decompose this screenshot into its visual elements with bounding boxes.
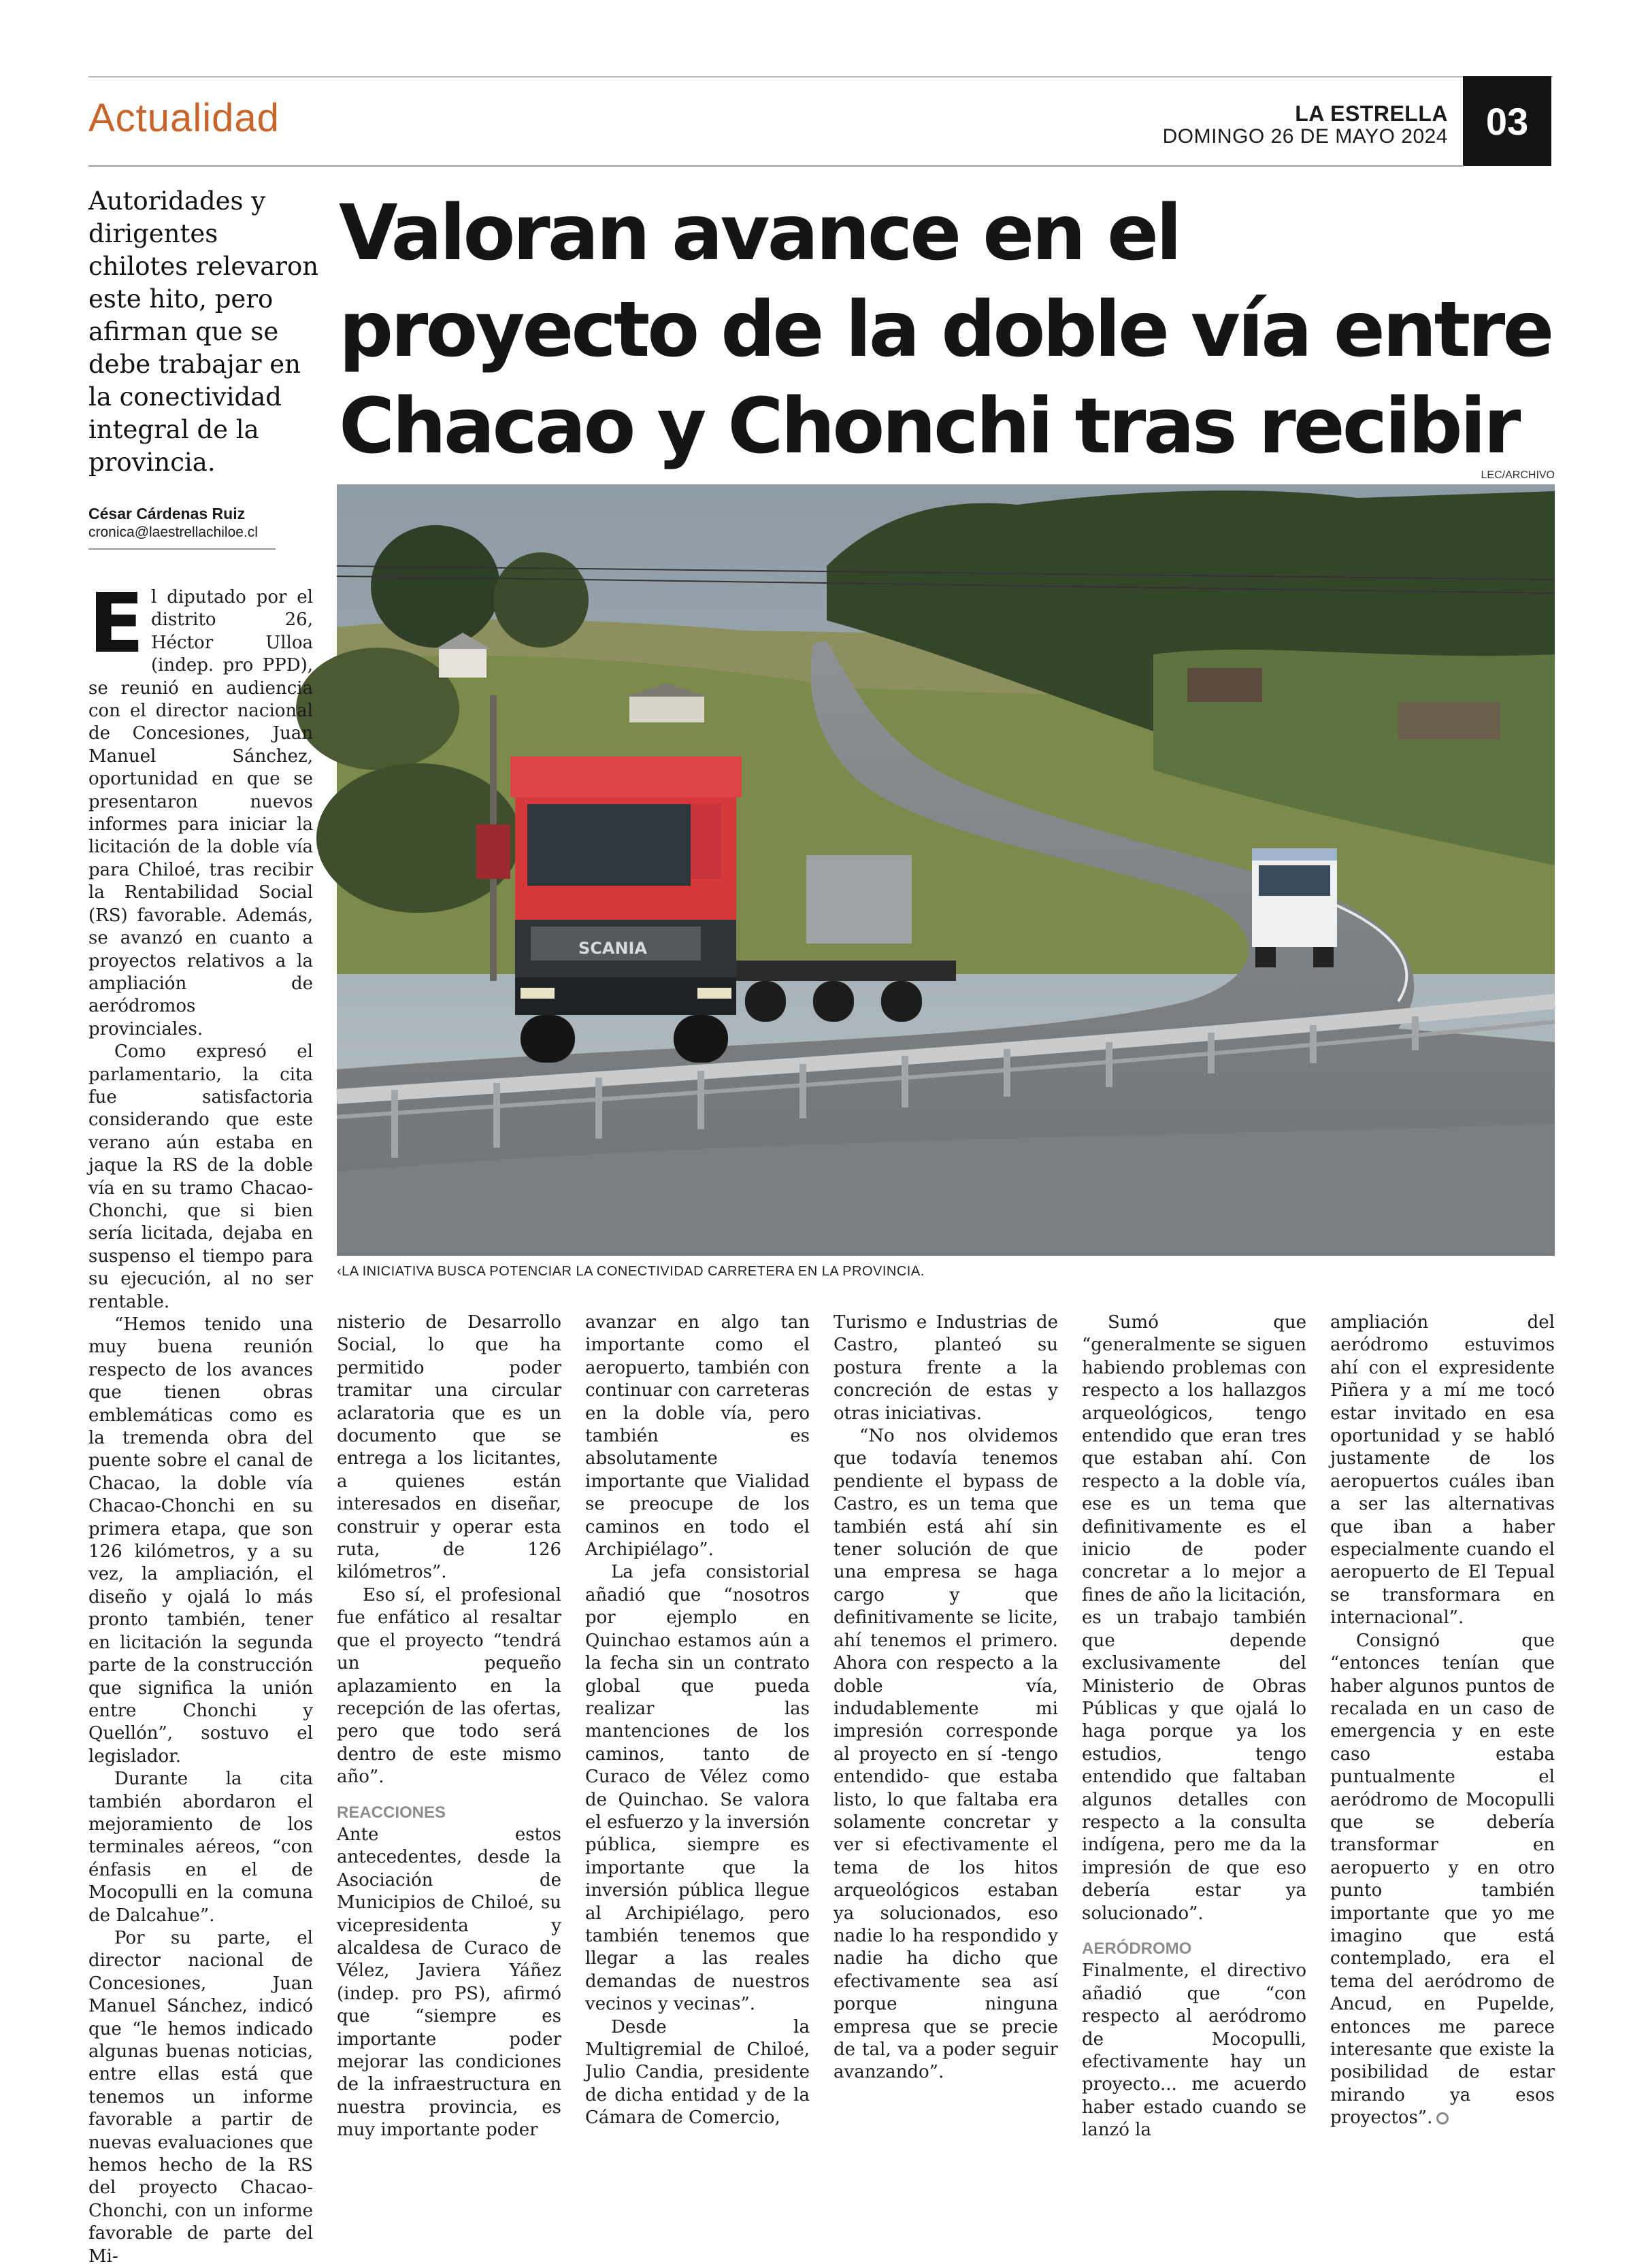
paragraph: Turismo e Industrias de Castro, planteó su postura frente a la concreción de estas y otras iniciativas. bbox=[834, 1312, 1058, 1424]
truck-brand: SCANIA bbox=[578, 939, 648, 958]
article-column-2 bbox=[337, 1312, 561, 2142]
paper-name: LA ESTRELLA bbox=[1295, 101, 1448, 126]
article-column-4 bbox=[834, 1312, 1058, 2084]
issue-date: DOMINGO 26 DE MAYO 2024 bbox=[1162, 125, 1448, 148]
top-rule bbox=[88, 76, 1553, 78]
paragraph: “Hemos tenido una muy buena reunión respecto de los avances que tienen obras emblemáticas como es la tremenda obra del puente sobre el canal de Chacao, la doble vía Chacao-Chonchi en su primera etapa, que son 126 kilómetros, y a su vez, la ampliación, el diseño y ojalá lo más pronto también, tener en licitación la segunda parte de la construcción que significa la unión entre Chonchi y Quellón”, sostuvo el legislador. bbox=[88, 1314, 313, 1767]
paragraph: Finalmente, el directivo añadió que “con respecto al aeródromo de Mocopulli, efectivamente hay un proyecto... me acuerdo haber estado cuando se lanzó la bbox=[1082, 1961, 1306, 2141]
caption-arrow-icon: ‹ bbox=[337, 1264, 342, 1279]
paragraph: Durante la cita también abordaron el mejoramiento de los terminales aéreos, “con énfasis en el de Mocopulli en la comuna de Dalcahue”. bbox=[88, 1769, 313, 1926]
paragraph: Por su parte, el director nacional de Concesiones, Juan Manuel Sánchez, indicó que “le hemos indicado algunas buenas noticias, entre ellas está que tenemos un informe favorable a partir de nuevas evaluaciones que hemos hecho de la RS del proyecto Chacao-Chonchi, con un informe favorable de parte del Mi- bbox=[88, 1927, 313, 2267]
photo-credit: LEC/ARCHIVO bbox=[1481, 469, 1555, 481]
byline bbox=[88, 503, 276, 550]
paragraph: Sumó que “generalmente se siguen habiendo problemas con respecto a los hallazgos arqueológicos, tengo entendido que eran tres que estaban ahí. Con respecto a la doble vía, ese es un tema que definitivamente es el inicio de poder concretar a lo mejor a fines de año la licitación, es un trabajo también que depende exclusivamente del Ministerio de Obras Públicas y que ojalá lo haga porque ya los estudios, tengo entendido que faltaban algunos detalles con respecto a la consulta indígena, pero me da la impresión de que eso debería estar ya solucionado”. bbox=[1082, 1312, 1306, 1924]
author-name: César Cárdenas Ruiz bbox=[88, 505, 246, 522]
photo-caption bbox=[337, 1264, 1555, 1280]
section-label: Actualidad bbox=[88, 96, 280, 140]
paragraph: “No nos olvidemos que todavía tenemos pendiente el bypass de Castro, es un tema que también está ahí sin tener solución de que una empresa se haga cargo y que definitivamente se licite, ahí tenemos el primero. Ahora con respecto a la doble vía, indudablemente mi impresión corresponde al proyecto en sí -tengo entendido- que estaba listo, lo que faltaba era solamente concretar y ver si efectivamente el tema de los hitos arqueológicos estaban ya solucionados, eso nadie lo ha respondido y nadie ha dicho que efectivamente sea así porque ninguna empresa que se precie de tal, va a poder seguir avanzando”. bbox=[834, 1426, 1058, 2083]
author-email: cronica@laestrellachiloe.cl bbox=[88, 524, 258, 540]
article-deck: Autoridades y dirigentes chilotes relevaron este hito, pero afirman que se debe trabajar en la conectividad integral de la provincia. bbox=[88, 186, 319, 477]
paragraph-text: l diputado por el distrito 26, Héctor Ulloa (indep. pro PPD), se reunió en audiencia con el director nacional de Concesiones, Juan Manuel Sánchez, oportunidad en que se presentaron nuevos informes para iniciar la licitación de la doble vía para Chiloé, tras recibir la Rentabilidad Social (RS) favorable. Además, se avanzó en cuanto a proyectos relativos a la ampliación de aeródromos provinciales. bbox=[88, 587, 313, 1039]
paragraph: La jefa consistorial añadió que “nosotros por ejemplo en Quinchao estamos aún a la fecha sin un contrato global que pueda realizar las mantenciones de los caminos, tanto de Curaco de Vélez como de Quinchao. Se valora el esfuerzo y la inversión pública, siempre es importante que la inversión pública llegue al Archipiélago, pero también tenemos que llegar a las reales demandas de nuestros vecinos y vecinas”. bbox=[585, 1562, 810, 2015]
article-column-3 bbox=[585, 1312, 810, 2130]
paragraph: ampliación del aeródromo estuvimos ahí con el expresidente Piñera y a mí me tocó estar invitado en esa oportunidad y se habló justamente de los aeropuertos cuáles iban a ser las alternativas que iban a haber especialmente cuando el aeropuerto de El Tepual se transformara en internacional”. bbox=[1330, 1312, 1555, 1629]
header-rule bbox=[88, 165, 1464, 167]
paragraph bbox=[1330, 1630, 1555, 2130]
end-mark-icon bbox=[1436, 2112, 1449, 2124]
paragraph bbox=[88, 577, 313, 1041]
article-column-5 bbox=[1082, 1312, 1306, 2142]
paragraph: Eso sí, el profesional fue enfático al resaltar que el proyecto “tendrá un pequeño aplazamiento en la recepción de las ofertas, pero que todo será dentro de este mismo año”. bbox=[337, 1584, 561, 1788]
subhead-reacciones: REACCIONES bbox=[337, 1803, 446, 1822]
article-headline: Valoran avance en el proyecto de la doble vía entre Chacao y Chonchi tras recibir bbox=[339, 189, 1552, 471]
paragraph: nisterio de Desarrollo Social, lo que ha permitido poder tramitar una circular aclaratoria que es un documento que se entrega a los licitantes, a quienes están interesados en diseñar, construir y operar esta ruta, de 126 kilómetros”. bbox=[337, 1312, 561, 1583]
paragraph-text: Consignó que “entonces tenían que haber algunos puntos de recalada en un caso de emergencia y en este caso estaba puntualmente el aeródromo de Mocopulli que se debería transformar en aeropuerto y en otro punto también importante que yo me imagino que está contemplado, era el tema del aeródromo de Ancud, en Pupelde, entonces me parece interesante que existe la posibilidad de estar mirando ya esos proyectos”. bbox=[1330, 1630, 1555, 2129]
masthead bbox=[1163, 102, 1448, 148]
article-column-6 bbox=[1330, 1312, 1555, 2130]
highway-truck-illustration bbox=[337, 484, 1555, 1256]
article-photo bbox=[337, 484, 1555, 1256]
paragraph: Ante estos antecedentes, desde la Asociación de Municipios de Chiloé, su vicepresidenta y alcaldesa de Curaco de Vélez, Javiera Yáñez (indep. pro PS), afirmó que “siempre es importante poder mejorar las condiciones de la infraestructura en nuestra provincia, es muy importante poder bbox=[337, 1824, 561, 2141]
paragraph: Desde la Multigremial de Chiloé, Julio Candia, presidente de dicha entidad y de la Cámara de Comercio, bbox=[585, 2016, 810, 2129]
article-column-1 bbox=[88, 577, 313, 2268]
paragraph: Como expresó el parlamentario, la cita fue satisfactoria considerando que este verano aún estaba en jaque la RS de la doble vía en su tramo Chacao-Chonchi, que si bien sería licitada, dejaba en suspenso el tiempo para su ejecución, al no ser rentable. bbox=[88, 1041, 313, 1312]
drop-cap: E bbox=[88, 577, 144, 671]
caption-text: LA INICIATIVA BUSCA POTENCIAR LA CONECTIVIDAD CARRETERA EN LA PROVINCIA. bbox=[342, 1264, 925, 1279]
subhead-aerodromo: AERÓDROMO bbox=[1082, 1939, 1192, 1958]
paragraph: avanzar en algo tan importante como el aeropuerto, también con continuar con carreteras en la doble vía, pero también es absolutamente importante que Vialidad se preocupe de los caminos en todo el Archipiélago”. bbox=[585, 1312, 810, 1561]
page-number: 03 bbox=[1463, 76, 1551, 166]
